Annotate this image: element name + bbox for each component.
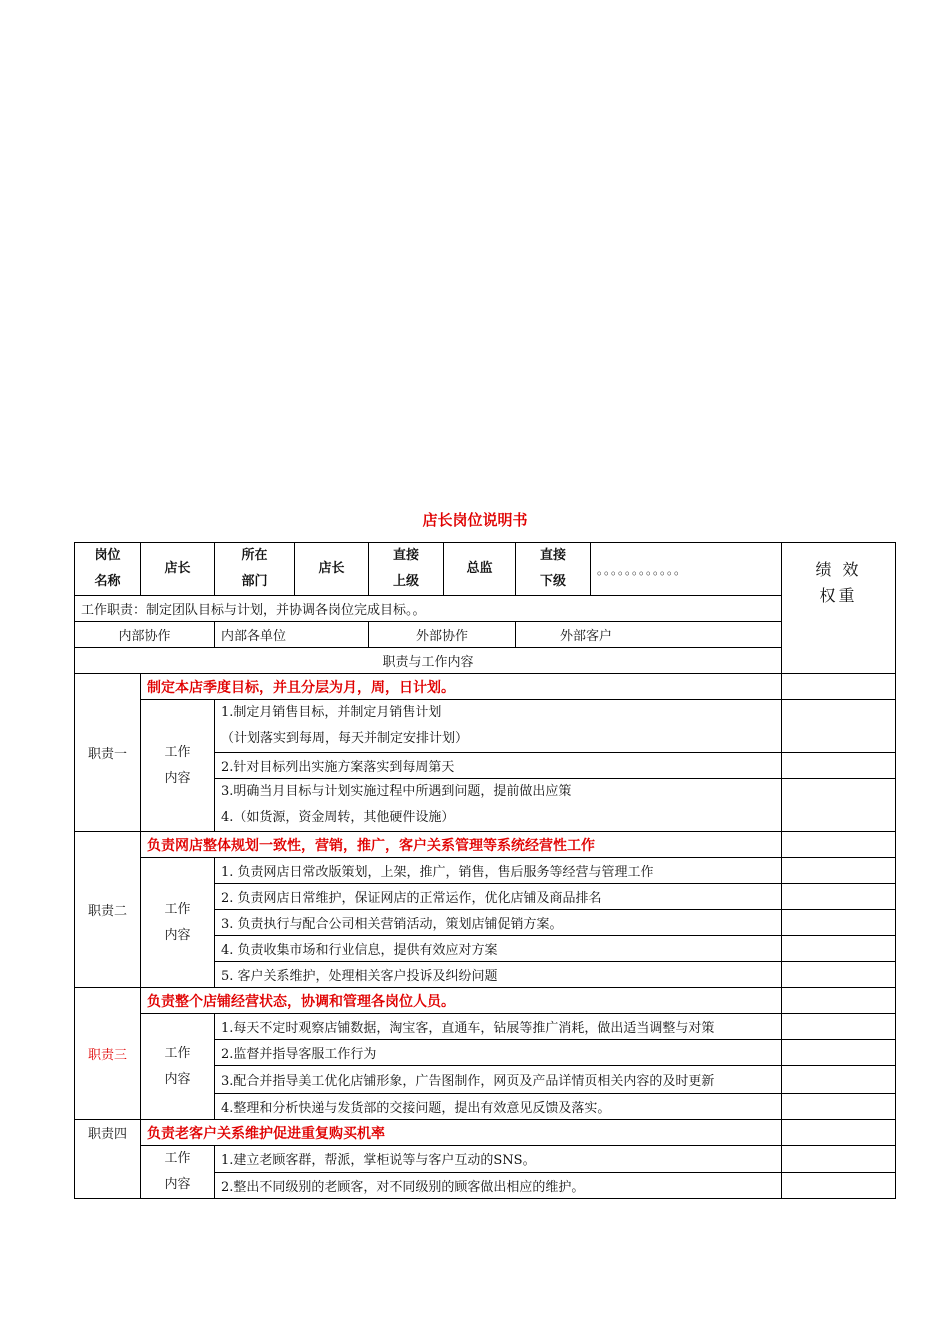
external-collab-value: 外部客户 <box>516 622 782 648</box>
duty-item: 1.制定月销售目标，并制定月销售计划 （计划落实到每周，每天并制定安排计划） <box>215 700 782 753</box>
work-content-label-text: 工作 内容 <box>164 901 191 943</box>
weight-label-text: 绩 效 权重 <box>815 560 862 605</box>
weight-cell <box>782 936 896 962</box>
duty-item: 2. 负责网店日常维护，保证网店的正常运作，优化店铺及商品排名 <box>215 884 782 910</box>
duty-item: 1. 负责网店日常改版策划，上架，推广，销售，售后服务等经营与管理工作 <box>215 858 782 884</box>
weight-cell <box>782 1172 896 1199</box>
dept-label <box>215 543 295 596</box>
weight-cell <box>782 700 896 753</box>
duty-item: 3.配合并指导美工优化店铺形象，广告图制作，网页及产品详情页相关内容的及时更新 <box>215 1066 782 1094</box>
work-content-label <box>141 858 215 988</box>
superior-value: 总监 <box>444 543 516 596</box>
weight-cell <box>782 779 896 832</box>
weight-cell <box>782 1120 896 1146</box>
duty-label: 职责四 <box>75 1120 141 1199</box>
weight-cell <box>782 910 896 936</box>
job-description-table <box>74 542 896 1199</box>
performance-weight-label <box>782 543 896 674</box>
work-content-label-text: 工作 内容 <box>164 1045 191 1087</box>
duty-item: 1.每天不定时观察店铺数据，淘宝客，直通车，钻展等推广消耗，做出适当调整与对策 <box>215 1014 782 1040</box>
weight-cell <box>782 753 896 779</box>
section-title: 职责与工作内容 <box>75 648 782 674</box>
duty-item: 3.明确当月目标与计划实施过程中所遇到问题，提前做出应策 4.（如货源，资金周转，其他硬件设施） <box>215 779 782 832</box>
duty-item: 2.整出不同级别的老顾客，对不同级别的顾客做出相应的维护。 <box>215 1172 782 1199</box>
superior-label-text: 直接 上级 <box>392 548 419 589</box>
weight-cell <box>782 1014 896 1040</box>
weight-cell <box>782 884 896 910</box>
external-collab-label: 外部协作 <box>369 622 516 648</box>
weight-cell <box>782 988 896 1014</box>
post-name-label <box>75 543 141 596</box>
duty-title: 负责老客户关系维护促进重复购买机率 <box>141 1120 782 1146</box>
duty-item: 5. 客户关系维护，处理相关客户投诉及纠纷问题 <box>215 962 782 988</box>
weight-cell <box>782 674 896 700</box>
weight-cell <box>782 1066 896 1094</box>
dept-label-text: 所在 部门 <box>241 548 268 589</box>
weight-cell <box>782 1040 896 1066</box>
superior-label <box>369 543 444 596</box>
weight-cell <box>782 832 896 858</box>
duty-item: 4.整理和分析快递与发货部的交接问题，提出有效意见反馈及落实。 <box>215 1094 782 1120</box>
duty-label: 职责三 <box>75 988 141 1120</box>
duty-item: 2.监督并指导客服工作行为 <box>215 1040 782 1066</box>
duty-item: 4. 负责收集市场和行业信息，提供有效应对方案 <box>215 936 782 962</box>
internal-collab-value: 内部各单位 <box>215 622 369 648</box>
duty-title: 负责整个店铺经营状态，协调和管理各岗位人员。 <box>141 988 782 1014</box>
weight-cell <box>782 962 896 988</box>
document-title: 店长岗位说明书 <box>422 511 528 529</box>
work-content-label <box>141 1014 215 1120</box>
work-content-label-text: 工作 内容 <box>164 1151 191 1192</box>
duty-label: 职责二 <box>75 832 141 988</box>
work-content-label <box>141 700 215 832</box>
duty-label: 职责一 <box>75 674 141 832</box>
subordinate-value: 。。。。。。。。。。。。 <box>591 543 782 596</box>
subordinate-label-text: 直接 下级 <box>539 548 566 589</box>
duty-item: 1.建立老顾客群，帮派，掌柜说等与客户互动的SNS。 <box>215 1146 782 1173</box>
job-duty-text: 工作职责：制定团队目标与计划，并协调各岗位完成目标。。 <box>75 596 782 622</box>
post-name-value: 店长 <box>141 543 215 596</box>
duty-title: 负责网店整体规划一致性，营销，推广，客户关系管理等系统经营性工作 <box>141 832 782 858</box>
weight-cell <box>782 858 896 884</box>
duty-item: 3. 负责执行与配合公司相关营销活动，策划店铺促销方案。 <box>215 910 782 936</box>
subordinate-label <box>516 543 591 596</box>
duty-item: 2.针对目标列出实施方案落实到每周第天 <box>215 753 782 779</box>
dept-value: 店长 <box>295 543 369 596</box>
work-content-label <box>141 1146 215 1199</box>
weight-cell <box>782 1146 896 1173</box>
weight-cell <box>782 1094 896 1120</box>
work-content-label-text: 工作 内容 <box>164 744 191 786</box>
duty-title: 制定本店季度目标，并且分层为月，周，日计划。 <box>141 674 782 700</box>
internal-collab-label: 内部协作 <box>75 622 215 648</box>
post-name-label-text: 岗位 名称 <box>94 548 121 589</box>
